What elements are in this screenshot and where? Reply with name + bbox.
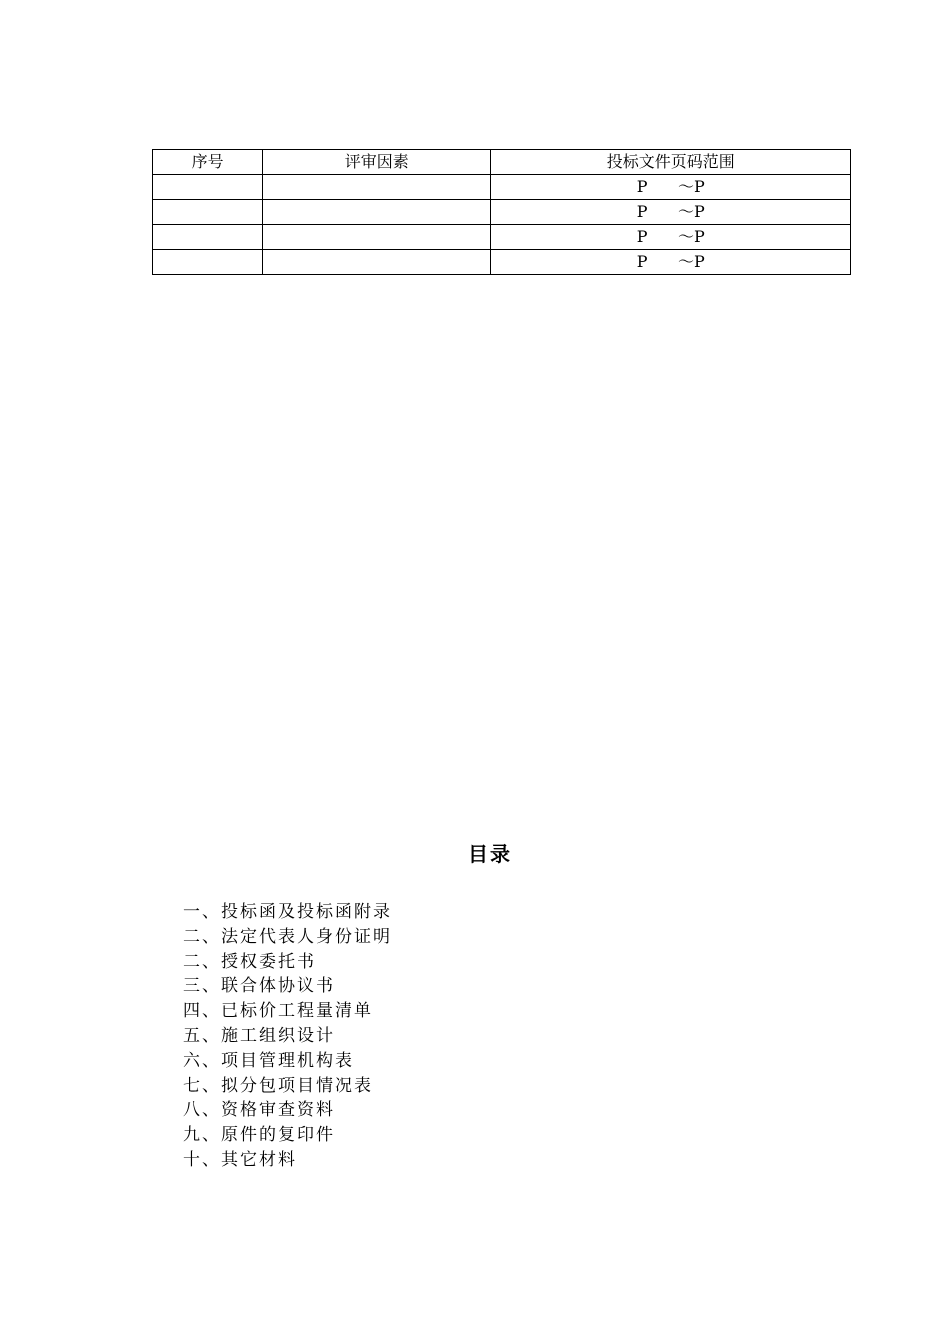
cell-seq bbox=[153, 175, 263, 200]
toc-item: 一、投标函及投标函附录 bbox=[183, 902, 392, 922]
cell-page-range: P ～P bbox=[491, 250, 851, 275]
toc-item: 五、施工组织设计 bbox=[183, 1025, 335, 1046]
cell-factor bbox=[263, 200, 491, 225]
toc-item: 四、已标价工程量清单 bbox=[183, 1001, 373, 1022]
table-row bbox=[153, 250, 851, 275]
cell-factor bbox=[263, 225, 491, 250]
cell-seq bbox=[153, 250, 263, 275]
cell-seq bbox=[153, 200, 263, 225]
cell-page-range: P ～P bbox=[491, 200, 851, 225]
toc-title: 目录 bbox=[468, 842, 512, 866]
toc-list bbox=[183, 900, 392, 1173]
table-header-row bbox=[153, 150, 851, 175]
cell-factor bbox=[263, 250, 491, 275]
cell-factor bbox=[263, 175, 491, 200]
review-factor-table bbox=[152, 149, 851, 275]
toc-item: 二、授权委托书 bbox=[183, 951, 316, 972]
header-page-range: 投标文件页码范围 bbox=[491, 150, 851, 175]
table-row bbox=[153, 175, 851, 200]
header-seq: 序号 bbox=[153, 150, 263, 175]
cell-page-range: P ～P bbox=[491, 175, 851, 200]
toc-item: 三、联合体协议书 bbox=[183, 976, 335, 997]
toc-item: 七、拟分包项目情况表 bbox=[183, 1075, 373, 1096]
table-row bbox=[153, 225, 851, 250]
toc-item: 六、项目管理机构表 bbox=[183, 1050, 354, 1071]
toc-item: 九、原件的复印件 bbox=[183, 1125, 335, 1146]
cell-page-range: P ～P bbox=[491, 225, 851, 250]
toc-item: 十、其它材料 bbox=[183, 1149, 297, 1170]
table-row bbox=[153, 200, 851, 225]
cell-seq bbox=[153, 225, 263, 250]
toc-item: 八、资格审查资料 bbox=[183, 1100, 335, 1121]
toc-item: 二、法定代表人身份证明 bbox=[183, 926, 392, 947]
header-factor: 评审因素 bbox=[263, 150, 491, 175]
